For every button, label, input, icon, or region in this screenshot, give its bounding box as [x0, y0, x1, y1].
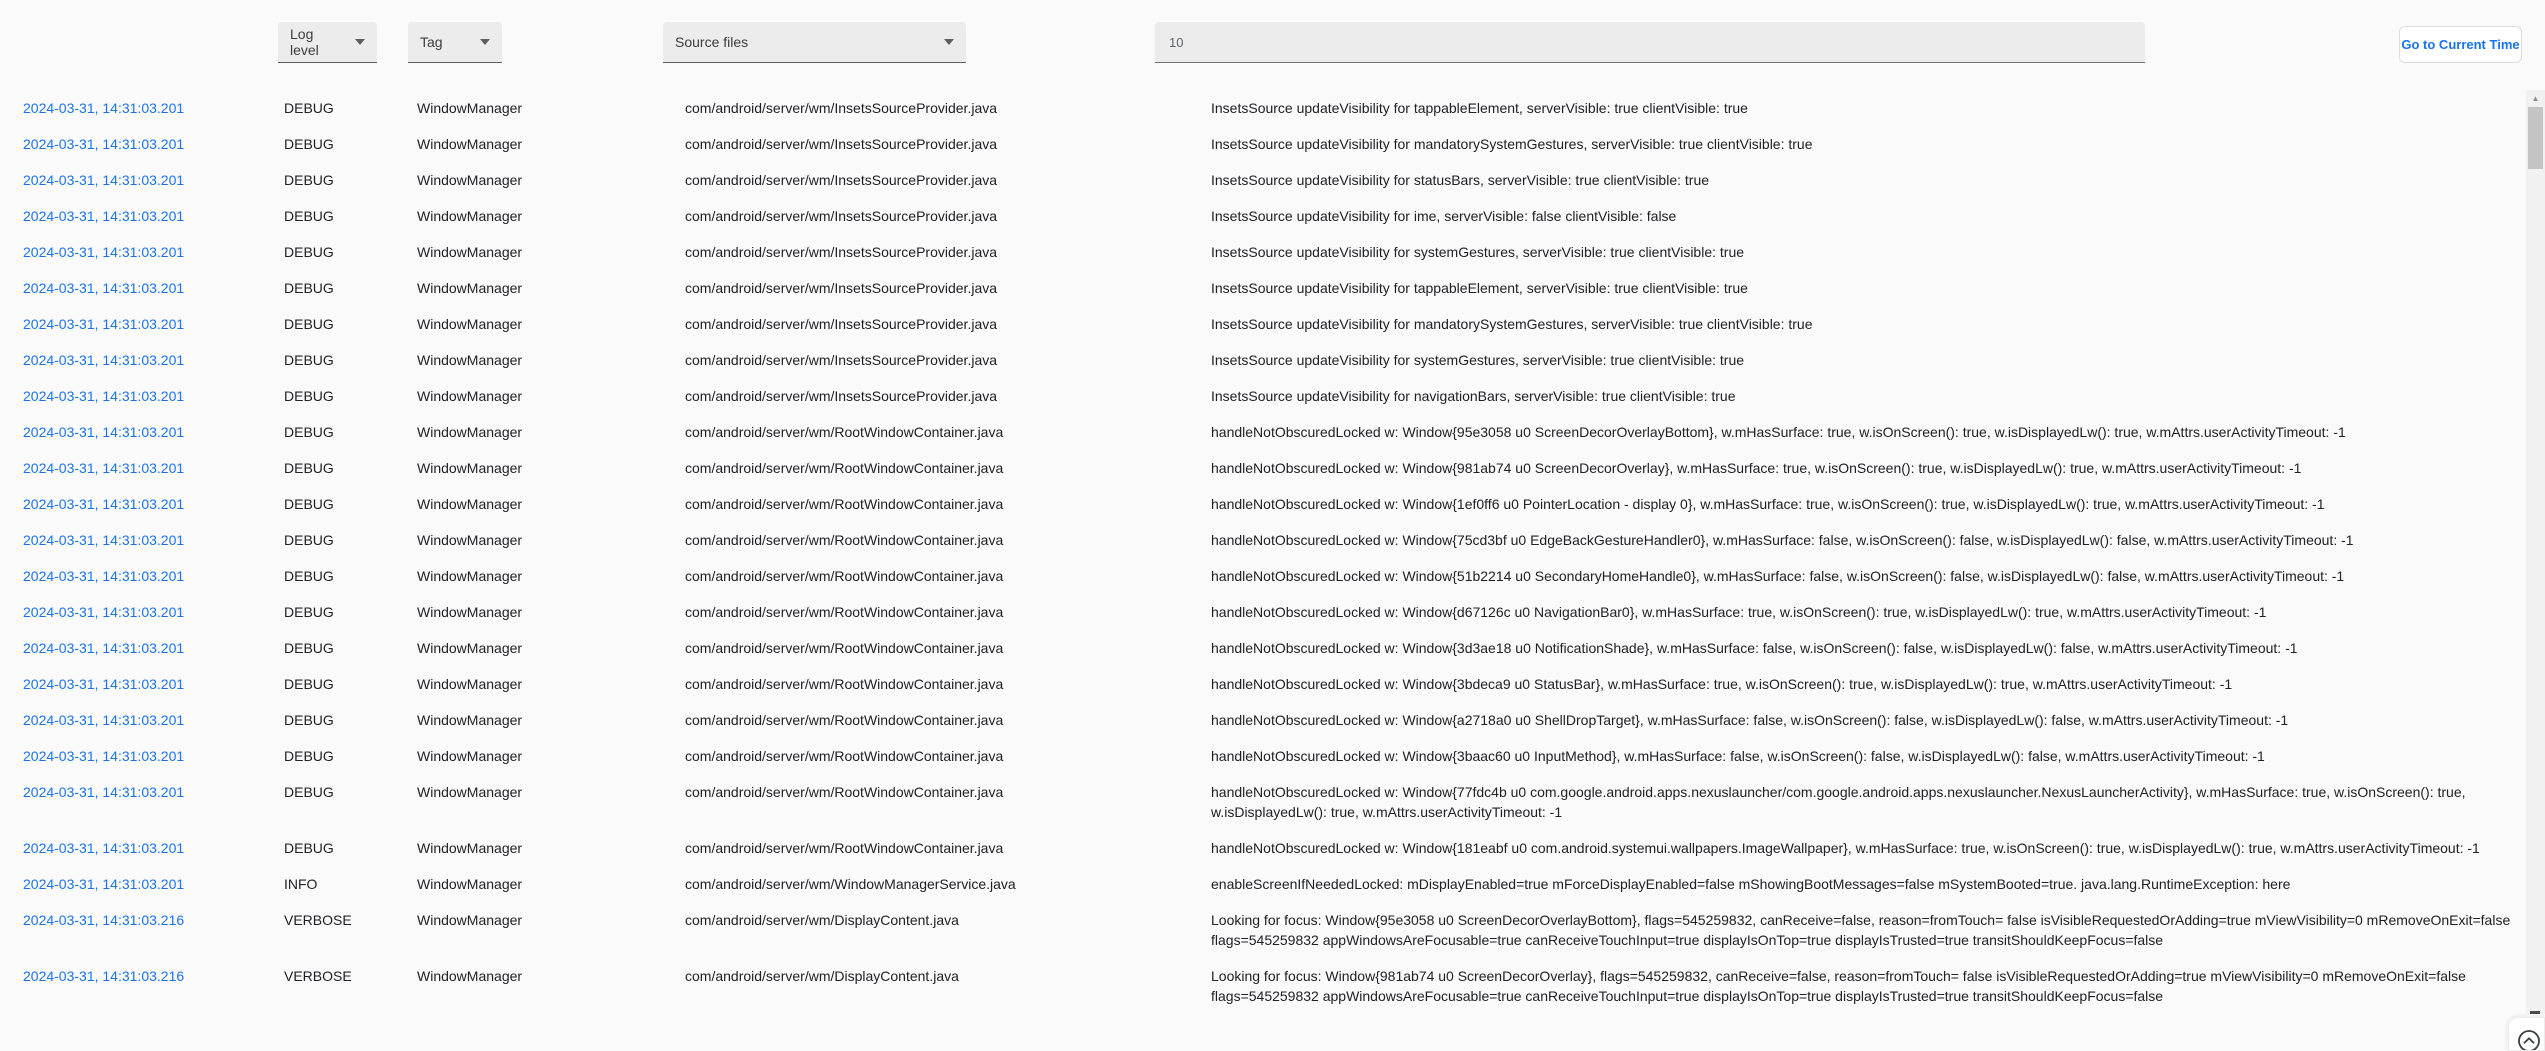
- log-level: DEBUG: [284, 748, 334, 764]
- log-tag: WindowManager: [417, 968, 523, 984]
- log-message: handleNotObscuredLocked w: Window{3bdeca9 u0 StatusBar}, w.mHasSurface: true, w.isOnScreen(): true, w.isDisplayedLw(): true, w.mAttrs.userActivityTimeout: -1: [1211, 676, 2233, 692]
- log-timestamp-link[interactable]: 2024-03-31, 14:31:03.201: [23, 604, 185, 620]
- log-row: [0, 830, 2525, 866]
- log-row: [0, 558, 2525, 594]
- log-message: handleNotObscuredLocked w: Window{981ab74 u0 ScreenDecorOverlay}, w.mHasSurface: true, w.isOnScreen(): true, w.isDisplayedLw(): true, w.mAttrs.userActivityTimeout: -1: [1211, 460, 2302, 476]
- log-source-file: com/android/server/wm/InsetsSourceProvider.java: [685, 100, 998, 116]
- log-timestamp-link[interactable]: 2024-03-31, 14:31:03.201: [23, 640, 185, 656]
- log-message: handleNotObscuredLocked w: Window{3baac60 u0 InputMethod}, w.mHasSurface: false, w.isOnScreen(): false, w.isDisplayedLw(): false, w.mAttrs.userActivityTimeout: -1: [1211, 748, 2265, 764]
- log-row: [0, 450, 2525, 486]
- log-row: [0, 958, 2525, 1014]
- log-level: VERBOSE: [284, 968, 352, 984]
- log-tag: WindowManager: [417, 748, 523, 764]
- log-level: DEBUG: [284, 244, 334, 260]
- log-row: [0, 774, 2525, 830]
- log-timestamp-link[interactable]: 2024-03-31, 14:31:03.201: [23, 568, 185, 584]
- log-level: DEBUG: [284, 136, 334, 152]
- log-tag: WindowManager: [417, 244, 523, 260]
- log-message: InsetsSource updateVisibility for tappableElement, serverVisible: true clientVisible: true: [1211, 280, 1748, 296]
- log-message: Looking for focus: Window{95e3058 u0 ScreenDecorOverlayBottom}, flags=545259832, canReceive=false, reason=fromTouch= false isVisibleRequestedOrAdding=true mViewVisibility=0 mRemoveOnExit=false flags=545259832 appWindowsAreFocusable=true canReceiveTouchInput=true displayIsOnTop=true displayIsTrusted=true transitShouldKeepFocus=false: [1211, 912, 2511, 948]
- log-level: DEBUG: [284, 424, 334, 440]
- log-row: [0, 270, 2525, 306]
- log-row: [0, 666, 2525, 702]
- log-level: DEBUG: [284, 316, 334, 332]
- log-level-select-label: Log level: [290, 26, 319, 58]
- log-tag: WindowManager: [417, 172, 523, 188]
- log-timestamp-link[interactable]: 2024-03-31, 14:31:03.201: [23, 244, 185, 260]
- source-files-select[interactable]: [663, 22, 966, 63]
- log-timestamp-link[interactable]: 2024-03-31, 14:31:03.201: [23, 712, 185, 728]
- lines-count-input[interactable]: [1155, 22, 2145, 63]
- log-message: InsetsSource updateVisibility for navigationBars, serverVisible: true clientVisible: true: [1211, 388, 1736, 404]
- log-message: Looking for focus: Window{981ab74 u0 ScreenDecorOverlay}, flags=545259832, canReceive=false, reason=fromTouch= false isVisibleRequestedOrAdding=true mViewVisibility=0 mRemoveOnExit=false flags=545259832 appWindowsAreFocusable=true canReceiveTouchInput=true displayIsOnTop=true displayIsTrusted=true transitShouldKeepFocus=false: [1211, 968, 2466, 1004]
- log-row: [0, 162, 2525, 198]
- log-timestamp-link[interactable]: 2024-03-31, 14:31:03.201: [23, 388, 185, 404]
- log-tag: WindowManager: [417, 316, 523, 332]
- scroll-to-top-card[interactable]: [2508, 1017, 2545, 1051]
- dropdown-arrow-icon: [480, 39, 490, 45]
- log-row: [0, 738, 2525, 774]
- log-tag: WindowManager: [417, 136, 523, 152]
- log-timestamp-link[interactable]: 2024-03-31, 14:31:03.201: [23, 532, 185, 548]
- log-row: [0, 866, 2525, 902]
- scrollbar-thumb[interactable]: [2528, 107, 2543, 169]
- log-timestamp-link[interactable]: 2024-03-31, 14:31:03.201: [23, 496, 185, 512]
- log-timestamp-link[interactable]: 2024-03-31, 14:31:03.201: [23, 100, 185, 116]
- log-timestamp-link[interactable]: 2024-03-31, 14:31:03.201: [23, 840, 185, 856]
- source-files-select-label: Source files: [675, 34, 749, 50]
- log-message: handleNotObscuredLocked w: Window{1ef0ff6 u0 PointerLocation - display 0}, w.mHasSurface: true, w.isOnScreen(): true, w.isDisplayedLw(): true, w.mAttrs.userActivityTimeout: -1: [1211, 496, 2325, 512]
- log-level: DEBUG: [284, 568, 334, 584]
- log-row: [0, 594, 2525, 630]
- log-timestamp-link[interactable]: 2024-03-31, 14:31:03.216: [23, 912, 185, 928]
- log-tag: WindowManager: [417, 784, 523, 800]
- log-tag: WindowManager: [417, 208, 523, 224]
- log-message: InsetsSource updateVisibility for mandatorySystemGestures, serverVisible: true clientVisible: true: [1211, 316, 1813, 332]
- log-source-file: com/android/server/wm/InsetsSourceProvider.java: [685, 208, 998, 224]
- log-message: handleNotObscuredLocked w: Window{51b2214 u0 SecondaryHomeHandle0}, w.mHasSurface: false, w.isOnScreen(): false, w.isDisplayedLw(): false, w.mAttrs.userActivityTimeout: -1: [1211, 568, 2345, 584]
- log-timestamp-link[interactable]: 2024-03-31, 14:31:03.201: [23, 460, 185, 476]
- log-source-file: com/android/server/wm/InsetsSourceProvider.java: [685, 316, 998, 332]
- log-source-file: com/android/server/wm/RootWindowContainer.java: [685, 460, 1004, 476]
- log-source-file: com/android/server/wm/RootWindowContainer.java: [685, 784, 1004, 800]
- log-source-file: com/android/server/wm/RootWindowContainer.java: [685, 640, 1004, 656]
- dropdown-arrow-icon: [355, 39, 365, 45]
- log-level: DEBUG: [284, 712, 334, 728]
- log-level: DEBUG: [284, 352, 334, 368]
- log-timestamp-link[interactable]: 2024-03-31, 14:31:03.201: [23, 280, 185, 296]
- log-row: [0, 702, 2525, 738]
- log-message: enableScreenIfNeededLocked: mDisplayEnabled=true mForceDisplayEnabled=false mShowingBootMessages=false mSystemBooted=true. java.lang.RuntimeException: here: [1211, 876, 2291, 892]
- log-source-file: com/android/server/wm/InsetsSourceProvider.java: [685, 172, 998, 188]
- log-row: [0, 126, 2525, 162]
- log-timestamp-link[interactable]: 2024-03-31, 14:31:03.201: [23, 316, 185, 332]
- log-row: [0, 414, 2525, 450]
- log-source-file: com/android/server/wm/RootWindowContainer.java: [685, 676, 1004, 692]
- vertical-scrollbar[interactable]: [2526, 90, 2545, 1014]
- log-level: DEBUG: [284, 388, 334, 404]
- log-timestamp-link[interactable]: 2024-03-31, 14:31:03.201: [23, 784, 185, 800]
- chevron-up-circle-icon[interactable]: [2517, 1029, 2541, 1051]
- log-tag: WindowManager: [417, 532, 523, 548]
- log-row: [0, 198, 2525, 234]
- go-to-current-time-button[interactable]: Go to Current Time: [2399, 26, 2522, 63]
- log-tag: WindowManager: [417, 460, 523, 476]
- log-timestamp-link[interactable]: 2024-03-31, 14:31:03.201: [23, 748, 185, 764]
- log-message: handleNotObscuredLocked w: Window{3d3ae18 u0 NotificationShade}, w.mHasSurface: false, w.isOnScreen(): false, w.isDisplayedLw(): false, w.mAttrs.userActivityTimeout: -1: [1211, 640, 2298, 656]
- log-message: InsetsSource updateVisibility for ime, serverVisible: false clientVisible: false: [1211, 208, 1677, 224]
- log-level: DEBUG: [284, 676, 334, 692]
- log-timestamp-link[interactable]: 2024-03-31, 14:31:03.201: [23, 136, 185, 152]
- log-source-file: com/android/server/wm/RootWindowContainer.java: [685, 604, 1004, 620]
- log-message: InsetsSource updateVisibility for systemGestures, serverVisible: true clientVisible: true: [1211, 352, 1745, 368]
- log-row: [0, 522, 2525, 558]
- log-tag: WindowManager: [417, 912, 523, 928]
- log-level-select[interactable]: [278, 22, 377, 63]
- log-level: DEBUG: [284, 640, 334, 656]
- log-timestamp-link[interactable]: 2024-03-31, 14:31:03.201: [23, 876, 185, 892]
- log-tag: WindowManager: [417, 676, 523, 692]
- log-level: DEBUG: [284, 208, 334, 224]
- log-message: handleNotObscuredLocked w: Window{d67126c u0 NavigationBar0}, w.mHasSurface: true, w.isOnScreen(): true, w.isDisplayedLw(): true, w.mAttrs.userActivityTimeout: -1: [1211, 604, 2267, 620]
- log-row: [0, 378, 2525, 414]
- log-level: DEBUG: [284, 532, 334, 548]
- log-message: InsetsSource updateVisibility for statusBars, serverVisible: true clientVisible: true: [1211, 172, 1710, 188]
- log-level: DEBUG: [284, 496, 334, 512]
- log-timestamp-link[interactable]: 2024-03-31, 14:31:03.201: [23, 172, 185, 188]
- tag-select[interactable]: [408, 22, 502, 63]
- log-row: [0, 342, 2525, 378]
- filter-toolbar: [0, 0, 2545, 88]
- log-timestamp-link[interactable]: 2024-03-31, 14:31:03.201: [23, 352, 185, 368]
- log-message: handleNotObscuredLocked w: Window{95e3058 u0 ScreenDecorOverlayBottom}, w.mHasSurface: true, w.isOnScreen(): true, w.isDisplayedLw(): true, w.mAttrs.userActivityTimeout: -1: [1211, 424, 2346, 440]
- log-row: [0, 902, 2525, 958]
- log-source-file: com/android/server/wm/RootWindowContainer.java: [685, 532, 1004, 548]
- log-row: [0, 630, 2525, 666]
- log-source-file: com/android/server/wm/DisplayContent.java: [685, 912, 959, 928]
- log-message: InsetsSource updateVisibility for mandatorySystemGestures, serverVisible: true clientVisible: true: [1211, 136, 1813, 152]
- scrollbar-down-arrow-icon[interactable]: [2530, 1011, 2540, 1014]
- log-source-file: com/android/server/wm/RootWindowContainer.java: [685, 568, 1004, 584]
- log-message: handleNotObscuredLocked w: Window{a2718a0 u0 ShellDropTarget}, w.mHasSurface: false, w.isOnScreen(): false, w.isDisplayedLw(): false, w.mAttrs.userActivityTimeout: -1: [1211, 712, 2289, 728]
- log-level: DEBUG: [284, 172, 334, 188]
- log-level: DEBUG: [284, 784, 334, 800]
- log-tag: WindowManager: [417, 388, 523, 404]
- log-tag: WindowManager: [417, 604, 523, 620]
- log-source-file: com/android/server/wm/DisplayContent.java: [685, 968, 959, 984]
- log-message: handleNotObscuredLocked w: Window{181eabf u0 com.android.systemui.wallpapers.ImageWallpaper}, w.mHasSurface: true, w.isOnScreen(): true, w.isDisplayedLw(): true, w.mAttrs.userActivityTimeout: -1: [1211, 840, 2480, 856]
- log-tag: WindowManager: [417, 100, 523, 116]
- log-row: [0, 486, 2525, 522]
- log-message: handleNotObscuredLocked w: Window{75cd3bf u0 EdgeBackGestureHandler0}, w.mHasSurface: false, w.isOnScreen(): false, w.isDisplayedLw(): false, w.mAttrs.userActivityTimeout: -1: [1211, 532, 2354, 548]
- log-source-file: com/android/server/wm/RootWindowContainer.java: [685, 424, 1004, 440]
- log-timestamp-link[interactable]: 2024-03-31, 14:31:03.201: [23, 208, 185, 224]
- log-message: handleNotObscuredLocked w: Window{77fdc4b u0 com.google.android.apps.nexuslauncher/com.google.android.apps.nexuslauncher.NexusLauncherActivity}, w.mHasSurface: true, w.isOnScreen(): true, w.isDisplayedLw(): true, w.mAttrs.userActivityTimeout: -1: [1211, 784, 2466, 820]
- log-tag: WindowManager: [417, 712, 523, 728]
- log-row: [0, 306, 2525, 342]
- log-tag: WindowManager: [417, 496, 523, 512]
- log-level: DEBUG: [284, 460, 334, 476]
- log-level: VERBOSE: [284, 912, 352, 928]
- log-source-file: com/android/server/wm/WindowManagerService.java: [685, 876, 1016, 892]
- log-source-file: com/android/server/wm/RootWindowContainer.java: [685, 840, 1004, 856]
- log-tag: WindowManager: [417, 352, 523, 368]
- log-message: InsetsSource updateVisibility for tappableElement, serverVisible: true clientVisible: true: [1211, 100, 1748, 116]
- log-tag: WindowManager: [417, 840, 523, 856]
- log-source-file: com/android/server/wm/InsetsSourceProvider.java: [685, 244, 998, 260]
- tag-select-label: Tag: [420, 34, 443, 50]
- log-table: [0, 90, 2525, 1014]
- log-level: DEBUG: [284, 604, 334, 620]
- log-tag: WindowManager: [417, 876, 523, 892]
- log-source-file: com/android/server/wm/RootWindowContainer.java: [685, 712, 1004, 728]
- log-tag: WindowManager: [417, 640, 523, 656]
- log-timestamp-link[interactable]: 2024-03-31, 14:31:03.201: [23, 676, 185, 692]
- log-row: [0, 90, 2525, 126]
- log-message: InsetsSource updateVisibility for systemGestures, serverVisible: true clientVisible: true: [1211, 244, 1745, 260]
- log-source-file: com/android/server/wm/RootWindowContainer.java: [685, 496, 1004, 512]
- log-source-file: com/android/server/wm/RootWindowContainer.java: [685, 748, 1004, 764]
- log-tag: WindowManager: [417, 424, 523, 440]
- log-level: DEBUG: [284, 100, 334, 116]
- log-source-file: com/android/server/wm/InsetsSourceProvider.java: [685, 388, 998, 404]
- log-source-file: com/android/server/wm/InsetsSourceProvider.java: [685, 352, 998, 368]
- log-tag: WindowManager: [417, 280, 523, 296]
- log-timestamp-link[interactable]: 2024-03-31, 14:31:03.201: [23, 424, 185, 440]
- log-row: [0, 234, 2525, 270]
- log-source-file: com/android/server/wm/InsetsSourceProvider.java: [685, 280, 998, 296]
- log-level: INFO: [284, 876, 318, 892]
- scrollbar-up-arrow-icon[interactable]: ▲: [2531, 94, 2540, 103]
- log-level: DEBUG: [284, 840, 334, 856]
- dropdown-arrow-icon: [944, 39, 954, 45]
- log-level: DEBUG: [284, 280, 334, 296]
- log-tag: WindowManager: [417, 568, 523, 584]
- log-timestamp-link[interactable]: 2024-03-31, 14:31:03.216: [23, 968, 185, 984]
- log-source-file: com/android/server/wm/InsetsSourceProvider.java: [685, 136, 998, 152]
